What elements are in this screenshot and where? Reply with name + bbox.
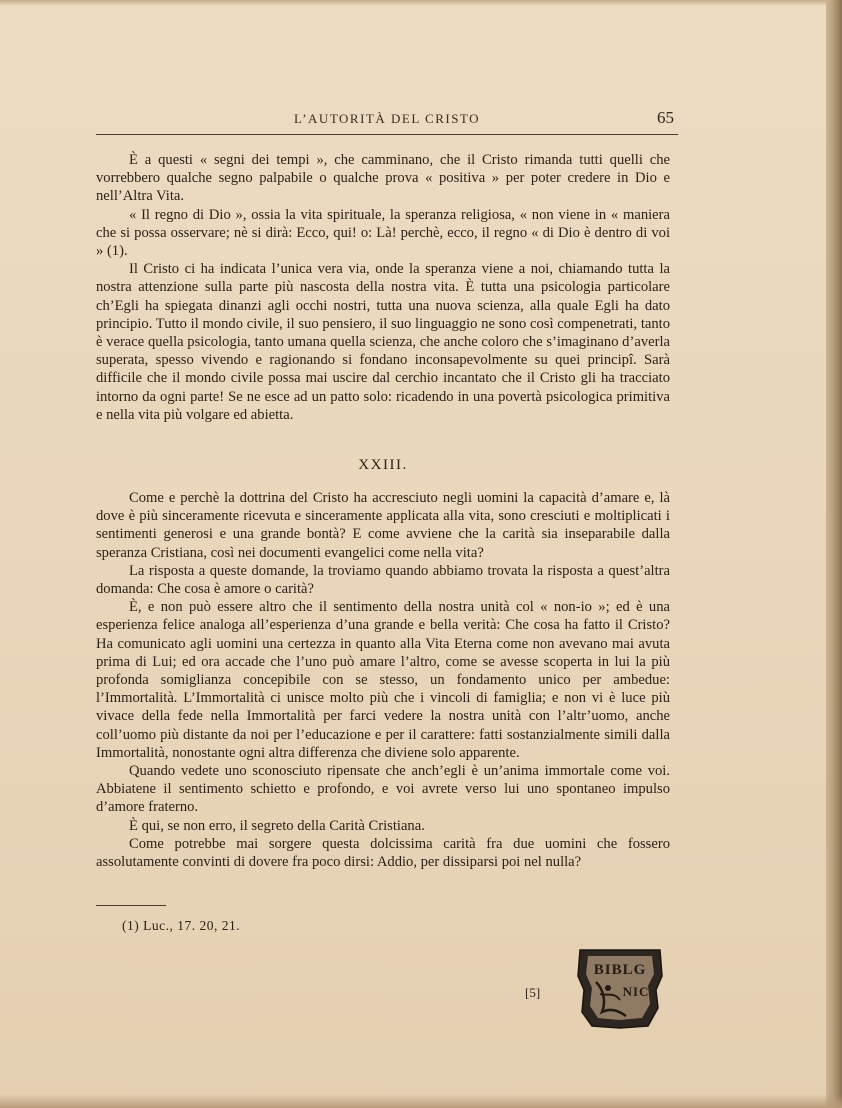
text-block-intro <box>96 151 670 424</box>
header-rule <box>96 134 678 135</box>
text-block-section <box>96 489 670 871</box>
paragraph: « Il regno di Dio », ossia la vita spirituale, la speranza religiosa, « non viene in « maniera che si possa osservare; nè si dirà: Ecco, qui! o: Là! perchè, ecco, il regno « di Dio è dentro di voi » (1). <box>96 206 670 260</box>
paragraph: La risposta a queste domande, la troviamo quando abbiamo trovata la risposta a quest’altra domanda: Che cosa è amore o carità? <box>96 562 670 598</box>
paragraph: Come potrebbe mai sorgere questa dolcissima carità fra due uomini che fossero assolutamente convinti di dovere fra poco dirsi: Addio, per dissiparsi poi nel nulla? <box>96 835 670 871</box>
footnote-rule <box>96 905 166 906</box>
signature-mark: [5] <box>525 985 541 1000</box>
paragraph: Il Cristo ci ha indicata l’unica vera via, onde la speranza viene a noi, chiamando tutta la nostra attenzione sulla parte più nascosta della nostra vita. È tutta una psicologia particolare ch’Egli ha spiegata dinanzi agli occhi nostri, tutta una nuova scienza, alla quale Egli ha dato principio. Tutto il mondo civile, il suo pensiero, il suo linguaggio ne sono così compenetrati, tanto è verace quella psicologia, tanto umana quella scienza, che anche coloro che s’imaginano d’averla superata, spesso vivendo e ragionando si fondano inconsapevolmente su quei principî. Sarà difficile che il mondo civile possa mai uscire dal cerchio incantato che il Cristo gli ha tracciato intorno da ogni parte! Se ne esce ad un patto solo: ricadendo in una povertà psicologica primitiva e nella vita più volgare ed abietta. <box>96 261 670 423</box>
paragraph: Come e perchè la dottrina del Cristo ha accresciuto negli uomini la capacità d’amare e, là dove è più sinceramente ricevuta e sinceramente applicata alla vita, sono cresciuti e moltiplicati i sentimenti generosi e una grande bontà? E come avviene che la carità sia inseparabile dalla speranza Cristiana, così nei documenti evangelici come nella vita? <box>96 490 670 561</box>
running-title: L’AUTORITÀ DEL CRISTO <box>293 111 481 126</box>
paragraph: È, e non può essere altro che il sentimento della nostra unità col « non-io »; ed è una esperienza felice analoga all’esperienza d’una grande e bella verità: Che cosa ha fatto il Cristo? Ha comunicato agli uomini una certezza in quanto alla Vita Eterna come non avevano mai avuta prima di Lui; ed ora accade che l’uno può amare l’altro, come se avesse scoperta in lui la più profonda somiglianza concepibile con se stesso, un fondamento unico per ambedue: l’Immortalità. L’Immortalità ci unisce molto più che i vincoli di famiglia; e non vi è luce più vivace della fede nella Immortalità per farci vedere la nostra unità con l’altr’uomo, anche coll’uomo più distante da noi per l’educazione e per il carattere: fatti sostanzialmente simili dalla Immortalità, nonostante ogni altra differenza che diviene solo apparente. <box>96 599 670 761</box>
page-top-shadow <box>0 0 842 6</box>
page-bottom-shadow <box>0 1094 842 1108</box>
library-stamp-emblem <box>574 946 666 1030</box>
paragraph: Quando vedete uno sconosciuto ripensate che anch’egli è un’anima immortale come voi. Abbiatene il sentimento schietto e profondo, e voi avrete verso lui uno spontaneo impulso d’amore fraterno. <box>96 763 670 816</box>
paragraph: È a questi « segni dei tempi », che camminano, che il Cristo rimanda tutti quelli che vorrebbero qualche segno palpabile o qualche prova « positiva » per poter credere in Dio e nell’Altra Vita. <box>96 152 670 205</box>
paragraph: È qui, se non erro, il segreto della Carità Cristiana. <box>129 817 425 834</box>
svg-text:BIBLG: BIBLG <box>593 962 647 978</box>
svg-text:NIC: NIC <box>622 984 650 999</box>
page-right-edge <box>826 0 842 1108</box>
footnote: (1) Luc., 17. 20, 21. <box>122 918 241 933</box>
page-header <box>96 108 678 134</box>
page-number: 65 <box>657 108 674 127</box>
section-heading: XXIII. <box>358 457 408 473</box>
